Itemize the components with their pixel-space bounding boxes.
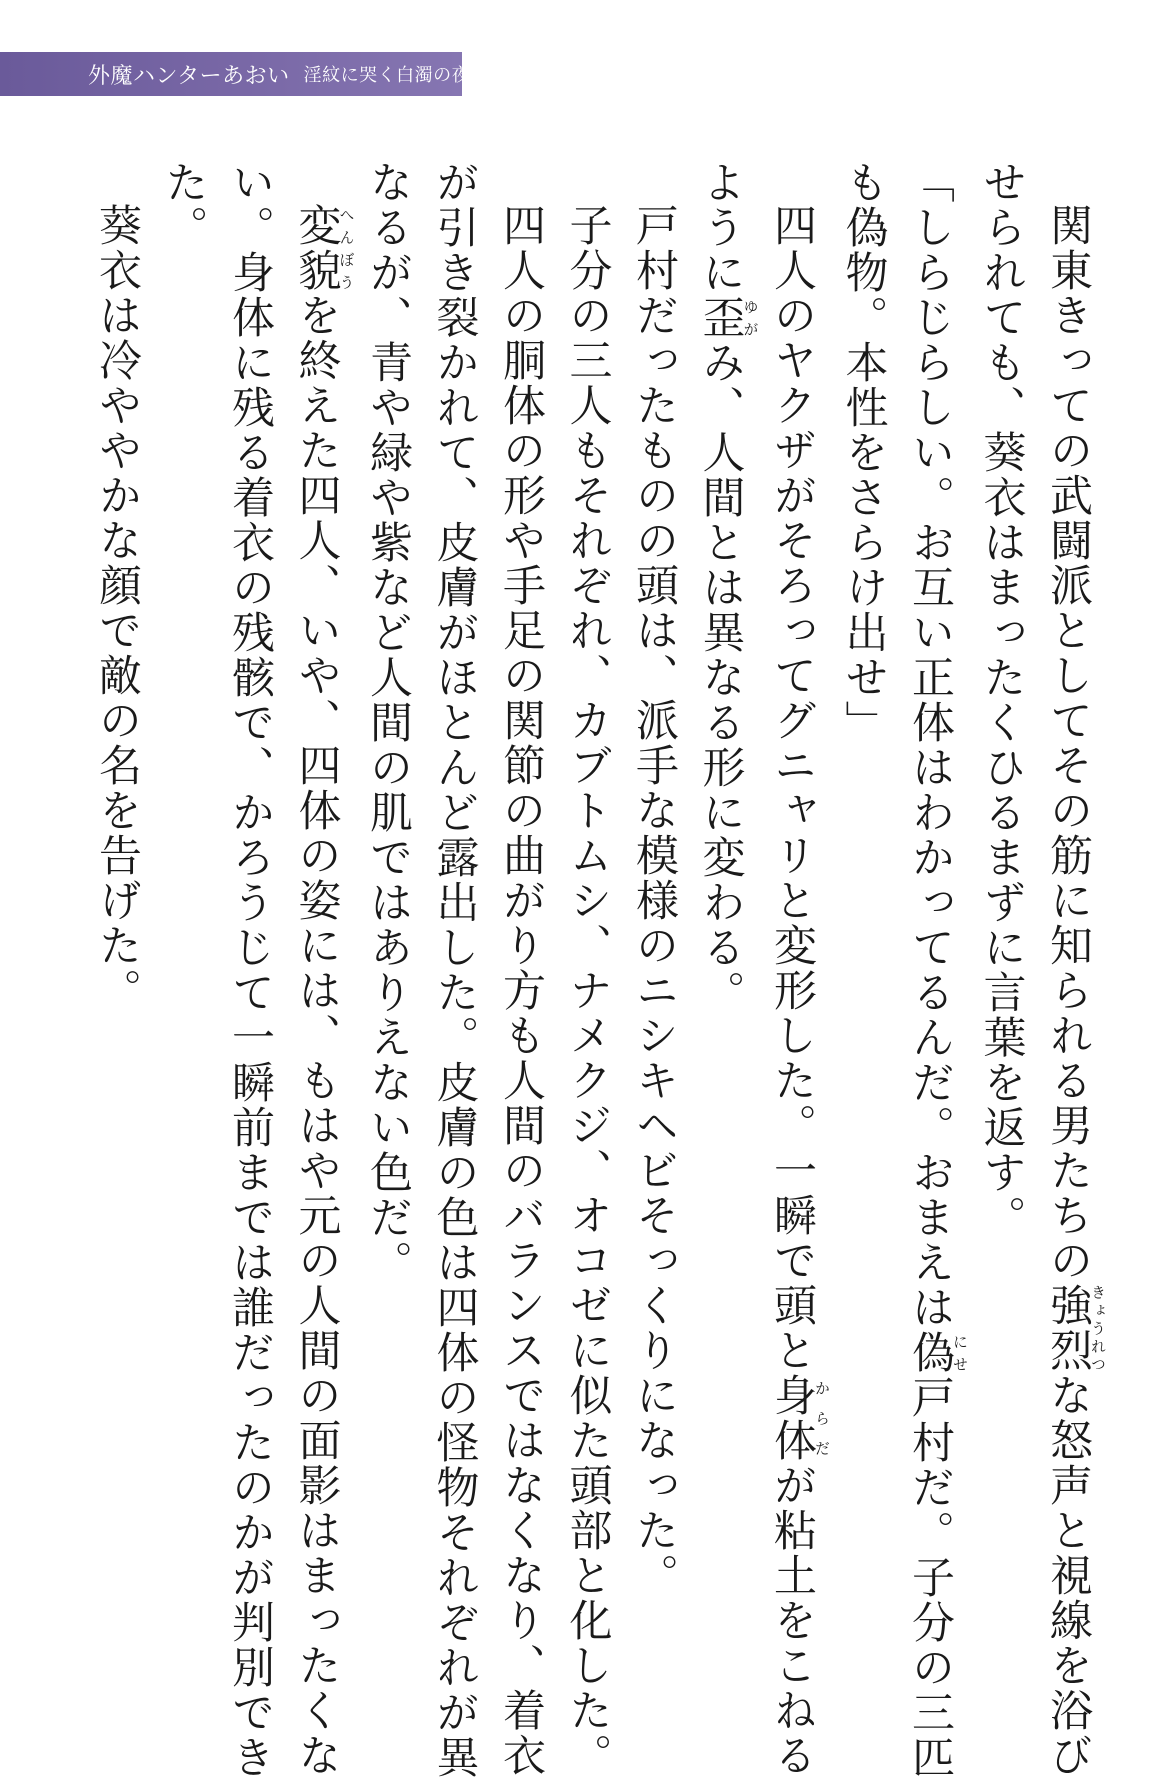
ruby-reading: にせ [951,1330,969,1375]
paragraph-4 [621,160,688,1598]
ruby-word: 変貌へんぼう [291,203,356,293]
ruby-reading: ゆが [741,295,760,340]
text-run: が引き裂かれて、皮膚がほとんど露出した。皮膚の色は四体の怪物それぞれが異 [429,160,480,1780]
paragraph-6-cont [421,160,488,1780]
text-run: も偽物。本性をさらけ出せ」 [838,160,889,745]
vertical-text-body [84,160,1107,1780]
text-run: 関東きっての武闘派としてその筋に知られる男たちの [1043,203,1093,1283]
paragraph-6-cont [355,160,422,1590]
paragraph-1 [1035,160,1107,1778]
paragraph-3-cont [687,160,759,1590]
text-run: 葵衣は冷ややかな顔で敵の名を告げた。 [92,203,142,1013]
text-run: なるが、青や緑や紫など人間の肌ではありえない色だ。 [363,160,413,1285]
text-run: た。 [158,160,209,250]
paragraph-2 [897,160,969,1780]
text-run: 四人の胴体の形や手足の関節の曲がり方も人間のバランスではなくなり、着衣 [496,203,546,1778]
text-run: を終えた四人、いや、四体の姿には、もはや元の人間の面影はまったくな [291,293,342,1778]
paragraph-1-cont [968,160,1035,1590]
text-run: 戸村だったものの頭は、派手な模様のニシキヘビそっくりになった。 [629,203,679,1598]
text-run: み、人間とは異なる形に変わる。 [695,340,746,1015]
text-run: い。身体に残る着衣の残骸で、かろうじて一瞬前までは誰だったのかが判別でき [225,160,275,1780]
running-header [0,52,471,96]
paragraph-5 [554,160,621,1778]
text-run: 子分の三人もそれぞれ、カブトムシ、ナメクジ、オコゼに似た頭部と化した。 [562,203,613,1778]
ruby-word: 身体からだ [767,1373,831,1463]
paragraph-8 [84,160,151,1590]
text-run: な怒声と視線を浴び [1043,1373,1093,1778]
text-run: 戸村だ。子分の三匹 [905,1375,955,1780]
ruby-word: 歪ゆが [695,295,760,340]
ruby-reading: からだ [813,1373,831,1463]
paragraph-7-cont [217,160,284,1780]
ruby-reading: へんぼう [337,203,356,293]
text-run: 「しらじらしい。お互い正体はわかってるんだ。おまえは [905,160,955,1330]
paragraph-6 [488,160,555,1778]
paragraph-7 [283,160,356,1778]
text-run: せられても、葵衣はまったくひるまずに言葉を返す。 [976,160,1027,1240]
paragraph-3 [759,160,831,1778]
text-run: 四人のヤクザがそろってグニャリと変形した。一瞬で頭と [767,203,817,1373]
ruby-word: 偽にせ [905,1330,969,1375]
paragraph-7-cont [150,160,217,1590]
ruby-reading: きょうれつ [1089,1283,1107,1373]
text-run: ように [695,160,746,295]
text-run: が粘土をこねる [767,1463,817,1778]
book-title: 外魔ハンターあおい [88,63,290,89]
ruby-word: 強烈きょうれつ [1043,1283,1107,1373]
chapter-title: 淫紋に哭く白濁の夜 [303,65,471,86]
paragraph-2-cont [830,160,897,1590]
